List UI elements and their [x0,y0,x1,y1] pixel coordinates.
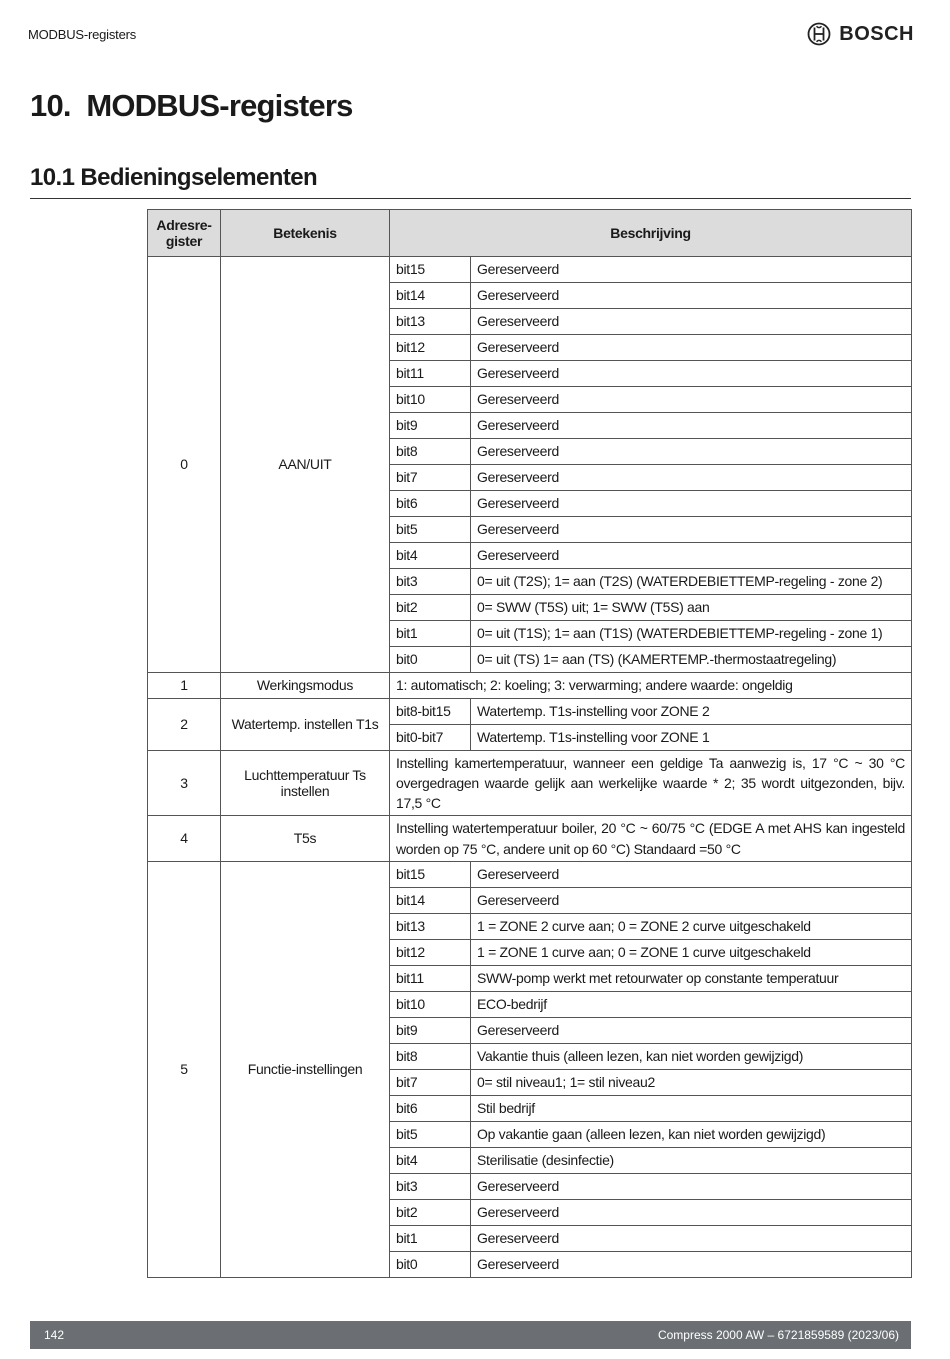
bit-description: Gereserveerd [471,1252,912,1278]
bit-description: ECO-bedrijf [471,992,912,1018]
bit-description: Gereserveerd [471,283,912,309]
bit-description: Watertemp. T1s-instelling voor ZONE 2 [471,699,912,725]
bit-label: bit10 [390,992,471,1018]
register-description: 1: automatisch; 2: koeling; 3: verwarming; andere waarde: ongeldig [390,673,912,699]
bit-label: bit4 [390,543,471,569]
bit-label: bit10 [390,387,471,413]
bit-label: bit11 [390,966,471,992]
bit-label: bit3 [390,1174,471,1200]
header-description: Beschrijving [390,210,912,257]
bit-description: 0= SWW (T5S) uit; 1= SWW (T5S) aan [471,595,912,621]
bosch-armature-icon [807,22,831,46]
bit-description: Gereserveerd [471,335,912,361]
bit-label: bit14 [390,283,471,309]
register-meaning: T5s [221,816,390,862]
bit-label: bit5 [390,1122,471,1148]
bit-description: Stil bedrijf [471,1096,912,1122]
bit-label: bit4 [390,1148,471,1174]
bit-description: 0= uit (T2S); 1= aan (T2S) (WATERDEBIETTEMP-regeling - zone 2) [471,569,912,595]
table-row [148,862,912,888]
bit-description: Gereserveerd [471,361,912,387]
bit-description: 1 = ZONE 1 curve aan; 0 = ZONE 1 curve uitgeschakeld [471,940,912,966]
table-header-row [148,210,912,257]
bit-label: bit2 [390,595,471,621]
register-address: 4 [148,816,221,862]
table-row [148,257,912,283]
bit-label: bit14 [390,888,471,914]
bit-description: Gereserveerd [471,257,912,283]
bit-label: bit11 [390,361,471,387]
bit-description: Gereserveerd [471,888,912,914]
bit-label: bit1 [390,1226,471,1252]
register-description: Instelling kamertemperatuur, wanneer een geldige Ta aanwezig is, 17 °C ~ 30 °C overgedragen waarde gelijk aan werkelijke waarde * 2; 35 wordt uitgezonden, bijv. 17,5 °C [390,751,912,816]
bit-label: bit2 [390,1200,471,1226]
register-meaning: Luchttemperatuur Ts instellen [221,751,390,816]
bit-label: bit13 [390,309,471,335]
page-footer [30,1321,911,1349]
bit-description: Vakantie thuis (alleen lezen, kan niet worden gewijzigd) [471,1044,912,1070]
bit-description: Gereserveerd [471,517,912,543]
section-divider [30,198,911,199]
register-address: 3 [148,751,221,816]
bit-description: Gereserveerd [471,543,912,569]
bit-description: Gereserveerd [471,439,912,465]
bit-description: Gereserveerd [471,1200,912,1226]
bit-description: Gereserveerd [471,413,912,439]
bit-label: bit12 [390,335,471,361]
bit-description: Gereserveerd [471,1174,912,1200]
page-number: 142 [44,1328,65,1342]
bit-description: Gereserveerd [471,309,912,335]
header-meaning: Betekenis [221,210,390,257]
bit-label: bit8 [390,439,471,465]
register-description: Instelling watertemperatuur boiler, 20 °C ~ 60/75 °C (EDGE A met AHS kan ingesteld worden op 75 °C, andere unit op 60 °C) Standaard =50 °C [390,816,912,862]
bit-label: bit8-bit15 [390,699,471,725]
running-header: MODBUS-registers [28,27,137,42]
bit-label: bit15 [390,257,471,283]
bosch-wordmark: BOSCH [839,22,914,45]
bit-label: bit12 [390,940,471,966]
bit-label: bit7 [390,1070,471,1096]
bit-label: bit7 [390,465,471,491]
table-row [148,699,912,725]
bit-label: bit0-bit7 [390,725,471,751]
bit-description: Sterilisatie (desinfectie) [471,1148,912,1174]
table-row [148,816,912,862]
bosch-logo [807,22,914,46]
bit-label: bit6 [390,1096,471,1122]
section-title: 10.1 Bedieningselementen [30,164,318,191]
bit-description: 0= uit (T1S); 1= aan (T1S) (WATERDEBIETTEMP-regeling - zone 1) [471,621,912,647]
bit-description: Gereserveerd [471,1226,912,1252]
bit-description: Gereserveerd [471,465,912,491]
register-address: 1 [148,673,221,699]
table-row [148,751,912,816]
bit-label: bit0 [390,647,471,673]
bit-description: Gereserveerd [471,387,912,413]
bit-label: bit15 [390,862,471,888]
bit-description: 0= stil niveau1; 1= stil niveau2 [471,1070,912,1096]
bit-label: bit6 [390,491,471,517]
register-meaning: Functie-instellingen [221,862,390,1278]
bit-label: bit0 [390,1252,471,1278]
bit-label: bit1 [390,621,471,647]
bit-description: Gereserveerd [471,862,912,888]
header-address: Adresre- gister [148,210,221,257]
register-meaning: Werkingsmodus [221,673,390,699]
bit-description: 0= uit (TS) 1= aan (TS) (KAMERTEMP.-thermostaatregeling) [471,647,912,673]
document-info: Compress 2000 AW – 6721859589 (2023/06) [657,1328,899,1342]
bit-label: bit5 [390,517,471,543]
register-address: 2 [148,699,221,751]
bit-description: Gereserveerd [471,491,912,517]
bit-description: Op vakantie gaan (alleen lezen, kan niet worden gewijzigd) [471,1122,912,1148]
bit-description: Watertemp. T1s-instelling voor ZONE 1 [471,725,912,751]
bit-description: SWW-pomp werkt met retourwater op constante temperatuur [471,966,912,992]
bit-label: bit3 [390,569,471,595]
bit-description: Gereserveerd [471,1018,912,1044]
register-address: 5 [148,862,221,1278]
bit-label: bit13 [390,914,471,940]
bit-label: bit8 [390,1044,471,1070]
chapter-title: 10. MODBUS-registers [30,88,353,123]
modbus-register-table [147,209,912,1278]
register-meaning: Watertemp. instellen T1s [221,699,390,751]
bit-description: 1 = ZONE 2 curve aan; 0 = ZONE 2 curve uitgeschakeld [471,914,912,940]
register-address: 0 [148,257,221,673]
bit-label: bit9 [390,1018,471,1044]
bit-label: bit9 [390,413,471,439]
register-meaning: AAN/UIT [221,257,390,673]
table-row [148,673,912,699]
